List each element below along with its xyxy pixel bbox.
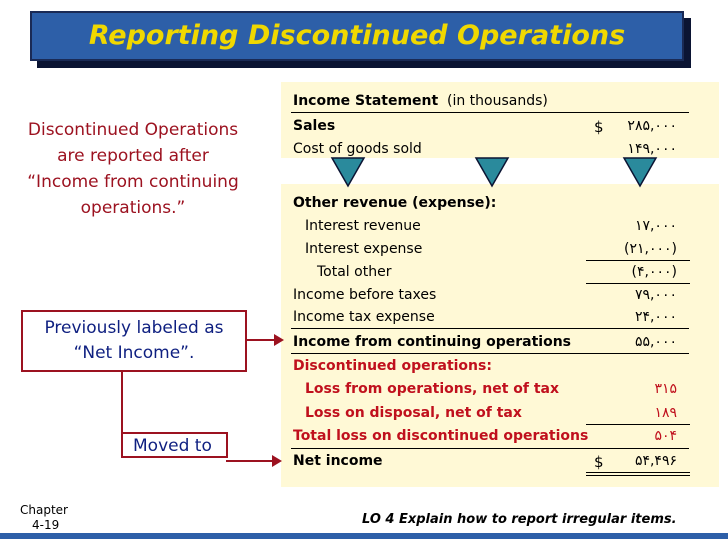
row-amount: ۵۰۴ [654,428,677,444]
row-label: Sales [293,118,336,134]
note-line: “Income from continuing [27,172,239,192]
chapter-label [20,503,68,533]
row-income-continuing [281,331,719,353]
row-label: Interest expense [305,241,423,257]
row-amount: ۳۱۵ [654,381,677,397]
row-income-tax [281,306,719,328]
triangle-down-icon [474,156,510,188]
row-amount: (۴,۰۰۰) [631,264,677,280]
slide-title: Reporting Discontinued Operations [88,20,626,51]
triangle-down-icon [622,156,658,188]
dollar-sign: $ [594,118,604,136]
row-label: Discontinued operations: [293,358,492,374]
row-label: Income before taxes [293,287,437,303]
chapter-line: Chapter [20,503,68,517]
row-amount: ۱۸۹ [654,405,677,421]
statement-title: Income Statement [293,93,439,109]
header-rule [291,112,689,113]
note-line: are reported after [57,146,209,166]
row-sales [281,115,719,137]
income-statement [281,82,719,487]
row-amount: ۷۹,۰۰۰ [634,287,677,303]
note-line: Discontinued Operations [27,120,239,140]
row-discontinued-header [281,355,719,377]
row-amount: ۵۴,۴۹۶ [634,453,677,469]
row-total-other [281,261,719,283]
row-label: Total other [317,264,392,280]
row-amount: ۲۴,۰۰۰ [634,309,677,325]
row-label: Loss from operations, net of tax [305,381,560,397]
row-net-income [281,450,719,472]
net-income-rule-1 [586,472,690,473]
statement-unit-note: (in thousands) [447,93,548,109]
row-loss-operations [281,378,719,400]
net-income-rule-2 [586,475,690,476]
row-label: Loss on disposal, net of tax [305,405,522,421]
title-bar [30,11,684,61]
row-label: Net income [293,453,383,469]
row-amount: ۱۷,۰۰۰ [634,218,677,234]
arrow-right-icon [226,451,286,471]
chapter-line: 4-19 [32,518,60,532]
row-loss-disposal [281,402,719,424]
row-label: Income from continuing operations [293,334,571,350]
row-amount: ۱۴۹,۰۰۰ [627,141,677,157]
row-total-loss-discontinued [281,425,719,447]
row-label: Income tax expense [293,309,435,325]
row-interest-revenue [281,215,719,237]
discontinued-ops-note [8,117,258,221]
footer-rule [0,533,728,539]
row-label: Other revenue (expense): [293,195,497,211]
statement-header [281,90,719,112]
dollar-sign: $ [594,453,604,471]
row-label: Total loss on discontinued operations [293,428,589,444]
row-label: Cost of goods sold [293,141,422,157]
row-other-header [281,192,719,214]
row-amount: (۲۱,۰۰۰) [624,241,677,257]
row-label: Interest revenue [305,218,421,234]
total-loss-rule [291,448,689,449]
row-interest-expense [281,238,719,260]
continuing-rule [291,353,689,354]
row-amount: ۵۵,۰۰۰ [634,334,677,350]
moved-to-label: Moved to [122,432,228,458]
previously-labeled-box [21,310,247,372]
row-income-before-taxes [281,284,719,306]
prev-line: “Net Income”. [73,343,195,363]
triangle-down-icon [330,156,366,188]
note-line: operations.” [80,198,186,218]
arrow-right-icon [246,330,286,350]
prev-line: Previously labeled as [44,318,224,338]
row-amount: ۲۸۵,۰۰۰ [627,118,677,134]
tax-rule [291,328,689,329]
learning-objective: LO 4 Explain how to report irregular items. [362,512,677,527]
